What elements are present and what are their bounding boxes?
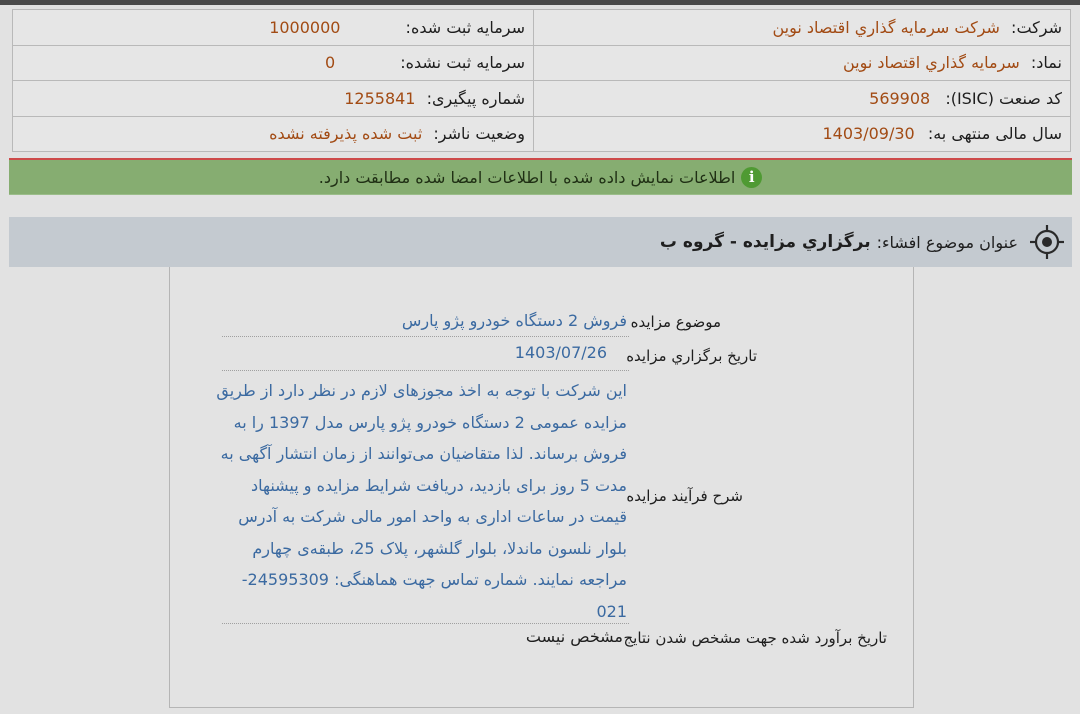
process-line: قیمت در ساعات اداری به واحد امور مالی شرکت به آدرس bbox=[238, 507, 627, 526]
capital-unregistered-label: سرمایه ثبت نشده: bbox=[400, 53, 525, 73]
subject-bar bbox=[9, 217, 1072, 267]
auction-date-label: تاریخ برگزاري مزایده bbox=[626, 347, 757, 365]
symbol-cell bbox=[534, 45, 1071, 81]
alert-text: اطلاعات نمایش داده شده با اطلاعات امضا شده مطابقت دارد. bbox=[318, 167, 736, 187]
process-line: بلوار نلسون ماندلا، بلوار گلشهر، پلاک 25، طبقه‌ی چهارم bbox=[252, 538, 627, 558]
auction-date-value: 1403/07/26 bbox=[514, 343, 607, 362]
fiscal-year-cell bbox=[534, 116, 1071, 152]
table-row bbox=[13, 10, 1071, 46]
process-line: فروش برساند. لذا متقاضیان می‌توانند از زمان انتشار آگهی به bbox=[220, 444, 627, 463]
fiscal-year-label: سال مالی منتهی به: bbox=[927, 124, 1062, 144]
auction-process-text bbox=[216, 375, 627, 627]
auction-details-panel bbox=[169, 267, 914, 708]
capital-unregistered-value: 0 bbox=[324, 53, 336, 73]
isic-value: 569908 bbox=[869, 88, 931, 108]
tracking-value: 1255841 bbox=[344, 88, 416, 108]
info-icon: i bbox=[741, 167, 762, 188]
result-date-label: تاریخ برآورد شده جهت مشخص شدن نتایج bbox=[623, 629, 887, 647]
fiscal-year-value: 1403/09/30 bbox=[822, 124, 915, 144]
capital-registered-cell bbox=[13, 10, 534, 46]
capital-registered-value: 1000000 bbox=[269, 17, 341, 37]
auction-subject-value: فروش 2 دستگاه خودرو پژو پارس bbox=[401, 311, 627, 330]
process-line: مزایده عمومی 2 دستگاه خودرو پژو پارس مدل 1397 را به bbox=[233, 412, 627, 432]
auction-process-label: شرح فرآیند مزایده bbox=[626, 487, 743, 505]
divider bbox=[222, 623, 629, 624]
tracking-label: شماره پیگیری: bbox=[426, 88, 525, 108]
table-row bbox=[13, 45, 1071, 81]
company-info-table bbox=[12, 9, 1071, 152]
symbol-value: سرمايه گذاري اقتصاد نوين bbox=[842, 53, 1020, 73]
verification-alert bbox=[9, 160, 1072, 195]
target-icon bbox=[1028, 223, 1066, 261]
publisher-status-cell bbox=[13, 116, 534, 152]
capital-registered-label: سرمایه ثبت شده: bbox=[405, 17, 525, 37]
result-date-value: مشخص نیست bbox=[525, 627, 623, 646]
company-label: شرکت: bbox=[1011, 17, 1062, 37]
subject-label: عنوان موضوع افشاء: bbox=[876, 232, 1018, 252]
top-bar bbox=[0, 0, 1080, 5]
process-line: مراجعه نمایند. شماره تماس جهت هماهنگی: 24595309- bbox=[241, 570, 627, 589]
isic-label: کد صنعت (ISIC): bbox=[945, 88, 1062, 108]
divider bbox=[222, 370, 629, 371]
process-line: مدت 5 روز برای بازدید، دریافت شرایط مزایده و پیشنهاد bbox=[250, 475, 627, 495]
divider bbox=[222, 336, 629, 337]
process-line: این شرکت با توجه به اخذ مجوزهای لازم در نظر دارد از طریق bbox=[216, 381, 627, 400]
company-cell bbox=[534, 10, 1071, 46]
auction-subject-label: موضوع مزایده bbox=[630, 313, 721, 331]
subject-title: برگزاري مزايده - گروه ب bbox=[659, 232, 871, 252]
table-row bbox=[13, 116, 1071, 152]
table-row bbox=[13, 81, 1071, 117]
symbol-label: نماد: bbox=[1030, 53, 1062, 73]
company-value: شرکت سرمايه گذاري اقتصاد نوين bbox=[772, 17, 1000, 37]
isic-cell bbox=[534, 81, 1071, 117]
process-line: 021 bbox=[596, 601, 627, 621]
publisher-status-value: ثبت شده پذیرفته نشده bbox=[269, 124, 423, 144]
publisher-status-label: وضعیت ناشر: bbox=[433, 124, 525, 144]
tracking-cell bbox=[13, 81, 534, 117]
capital-unregistered-cell bbox=[13, 45, 534, 81]
